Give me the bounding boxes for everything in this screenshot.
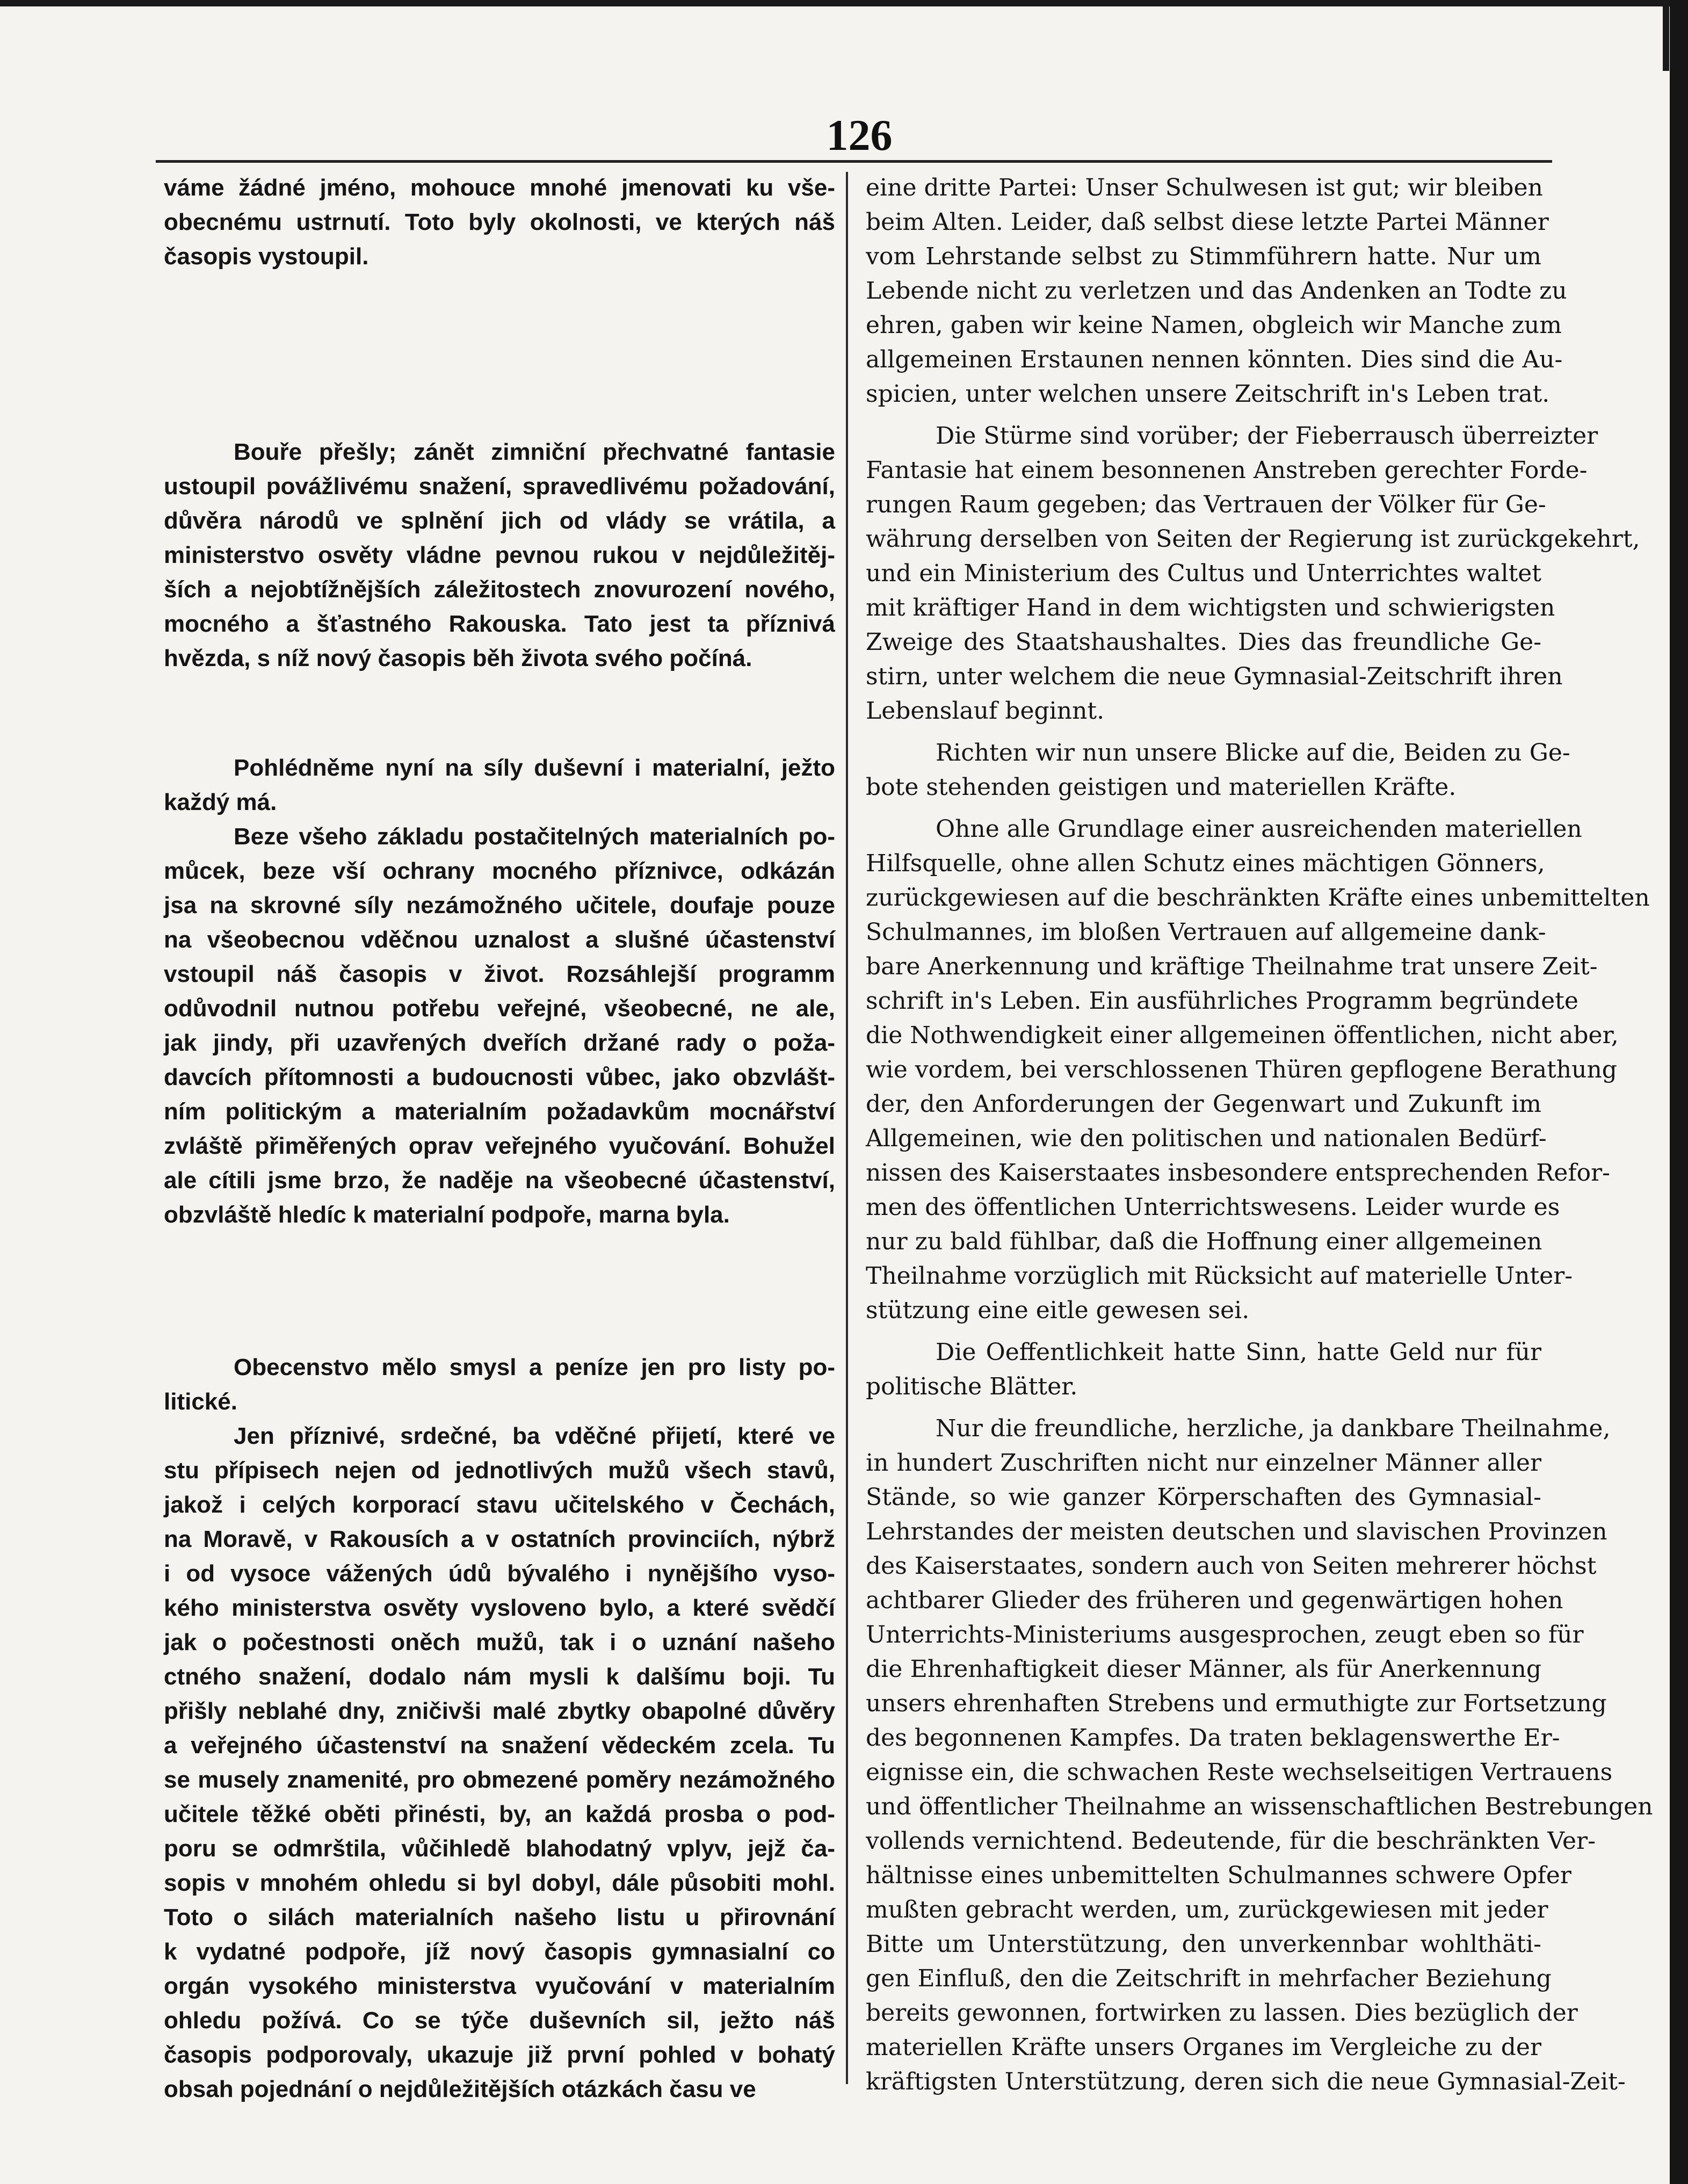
text-line: der, den Anforderungen der Gegenwart und Zukunft im	[866, 1090, 1541, 1118]
text-line: des begonnenen Kampfes. Da traten beklagenswerthe Er-	[866, 1724, 1560, 1752]
page-number: 126	[826, 111, 893, 160]
text-line: unsers ehrenhaften Strebens und ermuthigte zur Fortsetzung	[866, 1690, 1607, 1717]
text-line: litické.	[164, 1388, 237, 1415]
header-rule	[156, 160, 1552, 163]
text-line: mit kräftiger Hand in dem wichtigsten und schwierigsten	[866, 594, 1555, 621]
text-line: kého ministerstva osvěty vysloveno bylo, a které svědčí	[164, 1595, 835, 1621]
text-line: und ein Ministerium des Cultus und Unterrichtes waltet	[866, 560, 1541, 587]
text-line: obecnému ustrnutí. Toto byly okolnosti, ve kterých náš	[164, 209, 835, 235]
text-line: kräftigsten Unterstützung, deren sich die neue Gymnasial-Zeit-	[866, 2068, 1626, 2095]
text-line: můcek, beze vší ochrany mocného příznivce, odkázán	[164, 858, 835, 884]
paragraph	[866, 171, 1567, 411]
text-line: Bouře přešly; zánět zimniční přechvatné fantasie	[234, 439, 835, 465]
text-line: ustoupil povážlivému snažení, spravedlivému požadování,	[164, 473, 835, 500]
text-line: ctného snažení, dodalo nám mysli k dalšímu boji. Tu	[164, 1664, 835, 1690]
text-line: davcích přítomnosti a budoucnosti vůbec, jako obzvlášt-	[164, 1064, 835, 1090]
text-line: Pohlédněme nyní na síly duševní i materialní, ježto	[234, 755, 835, 781]
text-line: přišly neblahé dny, zničivši malé zbytky obapolné důvěry	[164, 1698, 835, 1724]
text-line: schrift in's Leben. Ein ausführliches Programm begründete	[866, 987, 1578, 1015]
paragraph	[866, 419, 1640, 728]
text-line: i od vysoce vážených údů bývalého i nynějšího vyso-	[164, 1560, 835, 1587]
text-line: jak o počestnosti oněch mužů, tak i o uznání našeho	[164, 1629, 835, 1655]
text-line: bare Anerkennung und kräftige Theilnahme trat unsere Zeit-	[866, 953, 1598, 980]
text-line: odůvodnil nutnou potřebu veřejné, všeobecné, ne ale,	[164, 995, 835, 1022]
scan-right-edge	[1670, 0, 1688, 2184]
text-line: ministerstvo osvěty vládne pevnou rukou v nejdůležitěj-	[164, 542, 835, 568]
text-line: spicien, unter welchen unsere Zeitschrift in's Leben trat.	[866, 380, 1550, 408]
text-line: materiellen Kräfte unsers Organes im Vergleiche zu der	[866, 2034, 1541, 2061]
text-line: politische Blätter.	[866, 1373, 1078, 1400]
text-line: se musely znamenité, pro obmezené poměry nezámožného	[164, 1767, 835, 1793]
text-line: Toto o silách materialních našeho listu u přirovnání	[164, 1904, 835, 1930]
text-line: ohledu požívá. Co se týče duševních sil, ježto náš	[164, 2007, 835, 2034]
text-line: stu přípisech nejen od jednotlivých mužů všech stavů,	[164, 1457, 835, 1484]
text-line: eignisse ein, die schwachen Reste wechselseitigen Vertrauens	[866, 1759, 1613, 1786]
text-line: sopis v mnohém ohledu si byl dobyl, dále působiti mohl.	[164, 1870, 835, 1896]
text-line: Unterrichts-Ministeriums ausgesprochen, zeugt eben so für	[866, 1621, 1584, 1648]
text-line: Nur die freundliche, herzliche, ja dankbare Theilnahme,	[936, 1415, 1611, 1442]
text-line: Zweige des Staatshaushaltes. Dies das freundliche Ge-	[866, 628, 1541, 656]
paragraph	[164, 435, 835, 676]
text-line: bote stehenden geistigen und materiellen Kräfte.	[866, 773, 1457, 801]
text-line: jak jindy, při uzavřených dveřích držané rady o poža-	[164, 1030, 835, 1056]
text-line: allgemeinen Erstaunen nennen könnten. Dies sind die Au-	[866, 346, 1563, 373]
paragraph	[866, 736, 1570, 805]
text-line: Die Stürme sind vorüber; der Fieberrausch überreizter	[936, 422, 1598, 450]
text-line: poru se odmrštila, vůčihledě blahodatný vplyv, jejž ča-	[164, 1835, 835, 1862]
text-line: Lebenslauf beginnt.	[866, 697, 1105, 725]
text-line: každý má.	[164, 789, 277, 815]
text-line: vom Lehrstande selbst zu Stimmführern hatte. Nur um	[866, 243, 1541, 270]
text-line: rungen Raum gegeben; das Vertrauen der Völker für Ge-	[866, 491, 1546, 518]
paragraph	[164, 751, 835, 820]
column-divider	[846, 172, 848, 2084]
text-line: časopis vystoupil.	[164, 243, 369, 270]
text-line: zurückgewiesen auf die beschränkten Kräfte eines unbemittelten	[866, 884, 1650, 912]
text-line: Bitte um Unterstützung, den unverkennbar wohlthäti-	[866, 1930, 1541, 1958]
text-line: die Ehrenhaftigkeit dieser Männer, als für Anerkennung	[866, 1655, 1541, 1683]
text-line: Die Oeffentlichkeit hatte Sinn, hatte Geld nur für	[936, 1339, 1541, 1366]
text-line: jsa na skrovné síly nezámožného učitele, doufaje pouze	[164, 892, 835, 919]
text-line: achtbarer Glieder des früheren und gegenwärtigen hohen	[866, 1587, 1563, 1614]
text-line: ale cítili jsme brzo, že naděje na všeobecné účastenství,	[164, 1167, 835, 1194]
text-line: orgán vysokého ministerstva vyučování v materialním	[164, 1973, 835, 1999]
text-line: Ohne alle Grundlage einer ausreichenden materiellen	[936, 815, 1582, 843]
text-line: des Kaiserstaates, sondern auch von Seiten mehrerer höchst	[866, 1552, 1597, 1580]
text-line: důvěra národů ve splnění jich od vlády se vrátila, a	[164, 508, 835, 534]
text-line: stirn, unter welchem die neue Gymnasial-Zeitschrift ihren	[866, 663, 1563, 690]
text-line: na Moravě, v Rakousích a v ostatních provinciích, nýbrž	[164, 1526, 835, 1552]
text-line: Lehrstandes der meisten deutschen und slavischen Provinzen	[866, 1518, 1607, 1545]
text-line: Allgemeinen, wie den politischen und nationalen Bedürf-	[866, 1125, 1547, 1152]
text-line: bereits gewonnen, fortwirken zu lassen. Dies bezüglich der	[866, 1999, 1578, 2027]
text-line: ehren, gaben wir keine Namen, obgleich wir Manche zum	[866, 312, 1562, 339]
text-line: vollends vernichtend. Bedeutende, für die beschränkten Ver-	[866, 1827, 1596, 1855]
text-line: ších a nejobtížnějších záležitostech znovurození nového,	[164, 576, 835, 603]
text-line: Jen příznivé, srdečné, ba vděčné přijetí, které ve	[234, 1423, 835, 1449]
text-line: Richten wir nun unsere Blicke auf die, Beiden zu Ge-	[936, 739, 1570, 766]
text-line: und öffentlicher Theilnahme an wissenschaftlichen Bestrebungen	[866, 1793, 1653, 1820]
text-line: časopis podporovaly, ukazuje již první pohled v bohatý	[164, 2042, 835, 2068]
paragraph	[164, 1350, 835, 1419]
paragraph	[164, 820, 835, 1232]
paragraph	[164, 1419, 835, 2107]
text-line: mußten gebracht werden, um, zurückgewiesen mit jeder	[866, 1896, 1548, 1923]
text-line: die Nothwendigkeit einer allgemeinen öffentlichen, nicht aber,	[866, 1022, 1619, 1049]
text-line: beim Alten. Leider, daß selbst diese letzte Partei Männer	[866, 208, 1549, 236]
text-line: stützung eine eitle gewesen sei.	[866, 1297, 1250, 1324]
scan-margin-mark	[1663, 6, 1669, 71]
text-line: Theilnahme vorzüglich mit Rücksicht auf materielle Unter-	[866, 1262, 1573, 1290]
text-line: a veřejného účastenství na snažení vědeckém zcela. Tu	[164, 1732, 835, 1759]
text-line: Obecenstvo mělo smysl a peníze jen pro listy po-	[234, 1354, 835, 1380]
text-line: Stände, so wie ganzer Körperschaften des Gymnasial-	[866, 1484, 1541, 1511]
paragraph	[164, 171, 835, 274]
text-line: na všeobecnou vděčnou uznalost a slušné účastenství	[164, 927, 835, 953]
text-line: obsah pojednání o nejdůležitějších otázkách času ve	[164, 2076, 756, 2102]
text-line: wie vordem, bei verschlossenen Thüren gepflogene Berathung	[866, 1056, 1617, 1083]
paragraph	[866, 1412, 1653, 2099]
text-line: Hilfsquelle, ohne allen Schutz eines mächtigen Gönners,	[866, 850, 1545, 877]
text-line: Lebende nicht zu verletzen und das Andenken an Todte zu	[866, 277, 1567, 305]
text-line: zvláště přiměřených oprav veřejného vyučování. Bohužel	[164, 1133, 835, 1159]
text-line: nissen des Kaiserstaates insbesondere entsprechenden Refor-	[866, 1159, 1611, 1187]
text-line: men des öffentlichen Unterrichtswesens. Leider wurde es	[866, 1194, 1560, 1221]
paragraph	[866, 1335, 1541, 1404]
text-line: vstoupil náš časopis v život. Rozsáhlejší programm	[164, 961, 835, 987]
text-line: Schulmannes, im bloßen Vertrauen auf allgemeine dank-	[866, 919, 1546, 946]
text-line: in hundert Zuschriften nicht nur einzelner Männer aller	[866, 1449, 1541, 1477]
text-line: váme žádné jméno, mohouce mnohé jmenovati ku vše-	[164, 175, 835, 201]
text-line: nur zu bald fühlbar, daß die Hoffnung einer allgemeinen	[866, 1228, 1542, 1255]
text-line: učitele těžké oběti přinésti, by, an každá prosba o pod-	[164, 1801, 835, 1827]
text-line: eine dritte Partei: Unser Schulwesen ist gut; wir bleiben	[866, 174, 1543, 201]
text-line: Beze všeho základu postačitelných materialních po-	[234, 823, 835, 850]
text-line: k vydatné podpoře, jíž nový časopis gymnasialní co	[164, 1939, 835, 1965]
text-line: Fantasie hat einem besonnenen Anstreben gerechter Forde-	[866, 457, 1588, 484]
text-line: ním politickým a materialním požadavkům mocnářství	[164, 1098, 835, 1125]
czech-text-column	[164, 171, 835, 2107]
text-line: währung derselben von Seiten der Regierung ist zurückgekehrt,	[866, 525, 1640, 553]
text-line: jakož i celých korporací stavu učitelského v Čechách,	[164, 1492, 835, 1518]
german-text-column	[866, 171, 1653, 2099]
scan-top-edge	[0, 0, 1688, 6]
text-line: gen Einfluß, den die Zeitschrift in mehrfacher Beziehung	[866, 1965, 1552, 1992]
text-line: hvězda, s níž nový časopis běh života svého počíná.	[164, 645, 752, 671]
text-line: mocného a šťastného Rakouska. Tato jest ta příznivá	[164, 611, 835, 637]
paragraph	[866, 812, 1650, 1328]
text-line: obzvláště hledíc k materialní podpoře, marna byla.	[164, 1202, 730, 1228]
text-line: hältnisse eines unbemittelten Schulmannes schwere Opfer	[866, 1862, 1571, 1889]
